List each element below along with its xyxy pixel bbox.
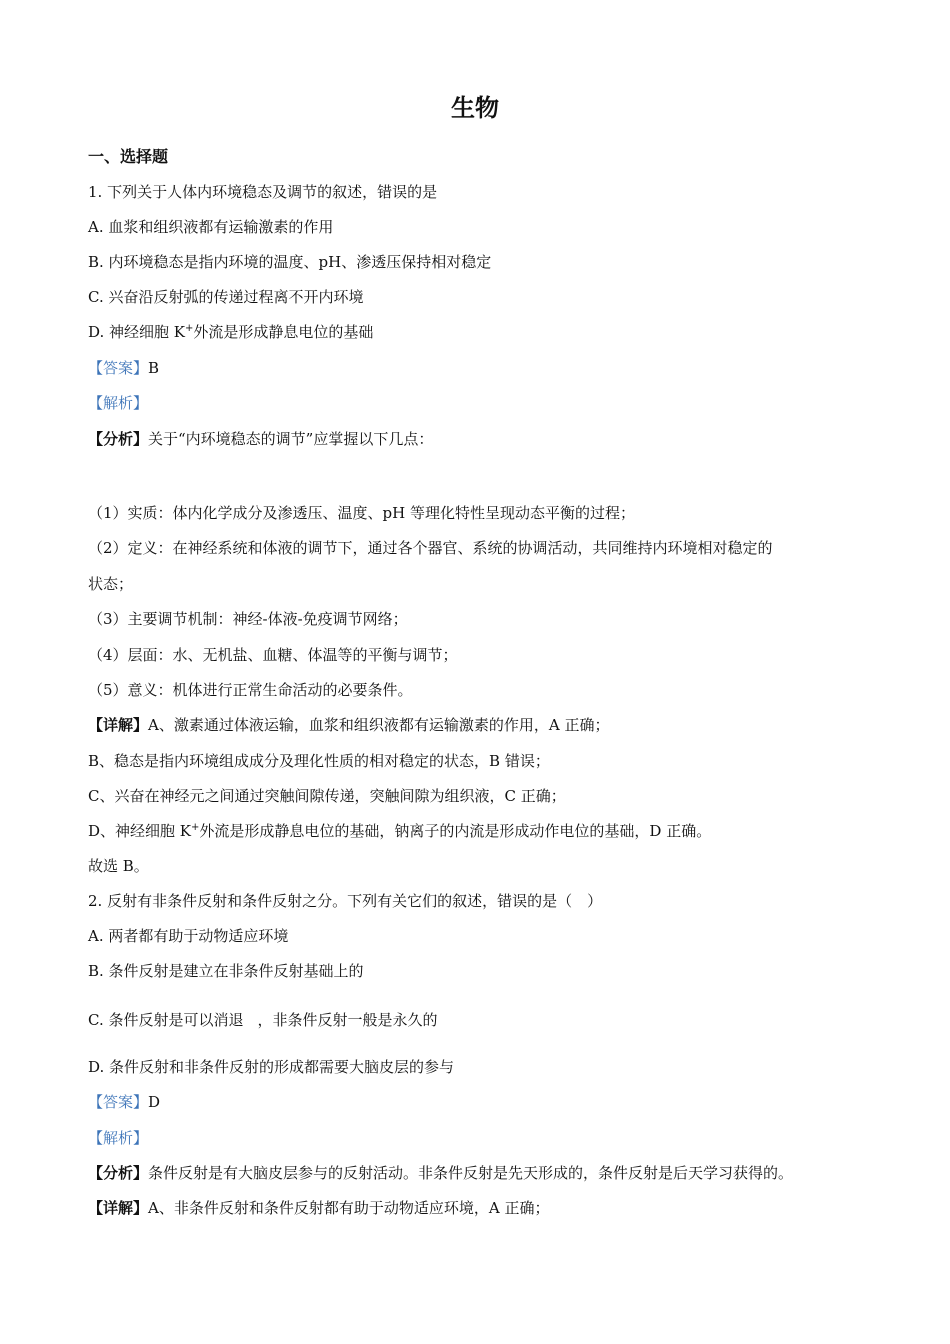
- point-2-continued: 状态；: [88, 575, 134, 593]
- question-1-conclusion: 故选 B。: [88, 857, 149, 875]
- fenxi-text: 关于“内环境稳态的调节”应掌握以下几点：: [148, 430, 434, 448]
- question-2-answer: [88, 1091, 160, 1113]
- question-1-detail-c: C、兴奋在神经元之间通过突触间隙传递，突触间隙为组织液，C 正确；: [88, 787, 566, 805]
- fenxi-text: 条件反射是有大脑皮层参与的反射活动。非条件反射是先天形成的，条件反射是后天学习获得的。: [148, 1164, 794, 1182]
- question-1-fenxi: [88, 428, 433, 450]
- detail-d-text-pre: D、神经细胞 K: [88, 822, 192, 840]
- point-1: （1）实质：体内化学成分及渗透压、温度、pH 等理化特性呈现动态平衡的过程；: [88, 504, 635, 522]
- option-c-text-pre: C. 条件反射是可以消退: [88, 1011, 244, 1029]
- detail-tag: 【详解】: [88, 1199, 149, 1217]
- option-d-text-pre: D. 神经细胞 K: [88, 323, 186, 341]
- question-1-option-b: B. 内环境稳态是指内环境的温度、pH、渗透压保持相对稳定: [88, 253, 492, 271]
- section-heading: 一、选择题: [88, 147, 169, 166]
- point-3: （3）主要调节机制：神经-体液-免疫调节网络；: [88, 610, 408, 628]
- question-1-answer: [88, 357, 159, 379]
- option-c-text-post: ，非条件反射一般是永久的: [257, 1011, 438, 1029]
- answer-value: B: [148, 359, 160, 377]
- question-1-detail-b: B、稳态是指内环境组成成分及理化性质的相对稳定的状态，B 错误；: [88, 752, 550, 770]
- question-1-detail-d: [88, 820, 711, 842]
- point-4: （4）层面：水、无机盐、血糖、体温等的平衡与调节；: [88, 646, 458, 664]
- question-2-option-d: D. 条件反射和非条件反射的形成都需要大脑皮层的参与: [88, 1058, 455, 1076]
- question-1-detail-a: [88, 714, 609, 736]
- detail-d-superscript: +: [191, 822, 200, 833]
- fenxi-tag: 【分析】: [88, 1164, 149, 1182]
- question-2-stem: 2. 反射有非条件反射和条件反射之分。下列有关它们的叙述，错误的是（ ）: [88, 892, 603, 910]
- detail-a-text: A、激素通过体液运输，血浆和组织液都有运输激素的作用，A 正确；: [148, 716, 610, 734]
- detail-a-text: A、非条件反射和条件反射都有助于动物适应环境，A 正确；: [148, 1199, 550, 1217]
- question-2-detail-a: [88, 1197, 549, 1219]
- page-title: 生物: [451, 94, 499, 122]
- detail-tag: 【详解】: [88, 716, 149, 734]
- question-1-option-d: [88, 321, 373, 343]
- question-2-analysis-tag: 【解析】: [88, 1129, 149, 1147]
- question-2-option-c: [88, 1009, 438, 1031]
- question-2-option-b: B. 条件反射是建立在非条件反射基础上的: [88, 962, 364, 980]
- answer-tag: 【答案】: [88, 359, 149, 377]
- detail-d-text-post: 外流是形成静息电位的基础，钠离子的内流是形成动作电位的基础，D 正确。: [199, 822, 712, 840]
- question-1-analysis-tag: 【解析】: [88, 394, 149, 412]
- question-2-fenxi: [88, 1162, 793, 1184]
- answer-value: D: [148, 1093, 161, 1111]
- question-1-option-c: C. 兴奋沿反射弧的传递过程离不开内环境: [88, 288, 364, 306]
- question-1-stem: 1. 下列关于人体内环境稳态及调节的叙述，错误的是: [88, 183, 438, 201]
- point-2: （2）定义：在神经系统和体液的调节下，通过各个器官、系统的协调活动，共同维持内环境相对稳定的: [88, 539, 773, 557]
- option-d-superscript: +: [185, 323, 194, 334]
- question-1-option-a: A. 血浆和组织液都有运输激素的作用: [88, 218, 334, 236]
- fenxi-tag: 【分析】: [88, 430, 149, 448]
- answer-tag: 【答案】: [88, 1093, 149, 1111]
- question-2-option-a: A. 两者都有助于动物适应环境: [88, 927, 289, 945]
- option-d-text-post: 外流是形成静息电位的基础: [193, 323, 374, 341]
- point-5: （5）意义：机体进行正常生命活动的必要条件。: [88, 681, 413, 699]
